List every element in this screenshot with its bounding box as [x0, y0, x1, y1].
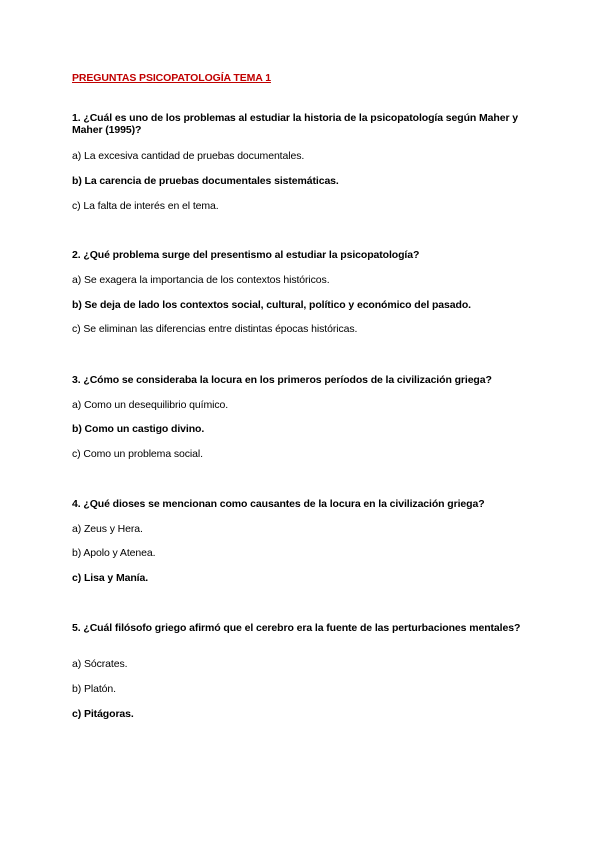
question-text: 4. ¿Qué dioses se mencionan como causantes de la locura en la civilización griega?	[72, 498, 485, 510]
question-2	[72, 249, 542, 339]
option-c-correct: c) Lisa y Manía.	[72, 572, 149, 584]
option-b: b) Platón.	[72, 683, 116, 695]
option-a: a) Como un desequilibrio químico.	[72, 399, 229, 411]
question-4	[72, 498, 542, 588]
question-text: 3. ¿Cómo se consideraba la locura en los primeros períodos de la civilización griega?	[72, 374, 492, 386]
question-text: 2. ¿Qué problema surge del presentismo al estudiar la psicopatología?	[72, 249, 420, 261]
option-a: a) Zeus y Hera.	[72, 523, 143, 535]
document-title: PREGUNTAS PSICOPATOLOGÍA TEMA 1	[72, 72, 271, 84]
option-b-correct: b) Se deja de lado los contextos social, cultural, político y económico del pasado.	[72, 299, 471, 311]
option-c: c) La falta de interés en el tema.	[72, 200, 219, 212]
option-c-correct: c) Pitágoras.	[72, 708, 134, 720]
option-a: a) La excesiva cantidad de pruebas documentales.	[72, 150, 305, 162]
question-text: 1. ¿Cuál es uno de los problemas al estudiar la historia de la psicopatología según Maher y Maher (1995)?	[72, 112, 519, 136]
option-b: b) Apolo y Atenea.	[72, 547, 156, 559]
option-c: c) Como un problema social.	[72, 448, 203, 460]
question-text: 5. ¿Cuál filósofo griego afirmó que el cerebro era la fuente de las perturbaciones mentales?	[72, 622, 521, 634]
option-a: a) Se exagera la importancia de los contextos históricos.	[72, 274, 330, 286]
option-a: a) Sócrates.	[72, 658, 128, 670]
option-b-correct: b) Como un castigo divino.	[72, 423, 205, 435]
question-3	[72, 374, 542, 464]
question-5	[72, 622, 542, 722]
question-1	[72, 112, 542, 212]
option-b-correct: b) La carencia de pruebas documentales sistemáticas.	[72, 175, 339, 187]
option-c: c) Se eliminan las diferencias entre distintas épocas históricas.	[72, 323, 358, 335]
